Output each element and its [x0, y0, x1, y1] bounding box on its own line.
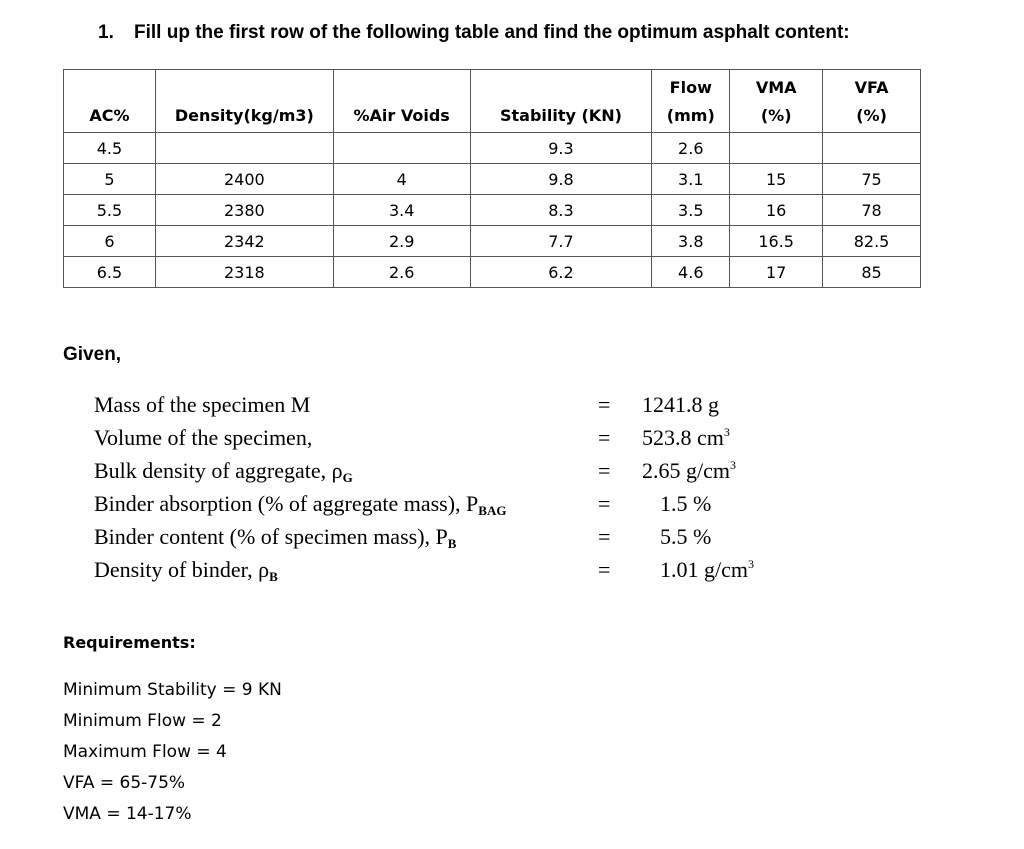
marshall-test-table: [63, 69, 921, 288]
given-value: [642, 425, 730, 451]
given-label: [94, 392, 310, 418]
table-cell: [730, 133, 823, 164]
given-list: [94, 392, 814, 590]
given-row: [94, 524, 814, 557]
table-cell: 2.6: [652, 133, 730, 164]
table-cell: 16: [730, 195, 823, 226]
given-value-text: 2.65 g/cm: [642, 458, 730, 483]
table-row: [64, 133, 921, 164]
given-label-text: Volume of the specimen,: [94, 425, 313, 450]
column-header-line: VMA: [755, 78, 797, 97]
table-cell: 4.5: [64, 133, 156, 164]
given-label: [94, 458, 353, 486]
table-cell: 9.8: [470, 164, 652, 195]
requirement-item: Maximum Flow = 4: [63, 742, 227, 762]
given-row: [94, 557, 814, 590]
table-cell: 2.6: [333, 257, 470, 288]
given-row: [94, 458, 814, 491]
table-cell: 3.4: [333, 195, 470, 226]
given-equals: =: [598, 392, 611, 417]
given-value-superscript: 3: [723, 425, 730, 439]
table-cell: 82.5: [823, 226, 921, 257]
column-header-line: (%): [760, 106, 792, 125]
table-cell: [823, 133, 921, 164]
given-equals: =: [598, 524, 611, 549]
given-label-text: Density of binder, ρ: [94, 557, 270, 582]
table-cell: 78: [823, 195, 921, 226]
given-equals: =: [598, 458, 611, 483]
given-value: [660, 491, 711, 517]
requirement-item: VFA = 65-75%: [63, 773, 186, 793]
given-row: [94, 425, 814, 458]
given-row: [94, 392, 814, 425]
given-value-superscript: 3: [748, 557, 754, 571]
table-cell: 17: [730, 257, 823, 288]
given-label: [94, 557, 278, 585]
table-cell: 8.3: [470, 195, 652, 226]
given-label: [94, 425, 312, 451]
given-label-subscript: B: [447, 536, 457, 551]
given-value-superscript: 3: [730, 458, 736, 472]
column-header-line: Stability (KN): [499, 106, 622, 125]
given-label-text: Binder absorption (% of aggregate mass), P: [94, 491, 479, 516]
given-equals: =: [598, 491, 611, 516]
column-header-line: (%): [856, 106, 887, 125]
table-cell: 16.5: [730, 226, 823, 257]
table-cell: 5: [64, 164, 156, 195]
given-equals: =: [598, 557, 611, 582]
requirement-item: Minimum Stability = 9 KN: [63, 680, 282, 700]
given-value: [660, 524, 711, 550]
table-cell: 2.9: [333, 226, 470, 257]
given-label-subscript: G: [342, 470, 353, 485]
given-equals: =: [598, 425, 611, 450]
given-title: Given,: [63, 344, 122, 365]
given-label: [94, 524, 456, 552]
question-heading: [98, 22, 850, 44]
given-value-text: 523.8 cm: [642, 425, 724, 450]
requirement-item: Minimum Flow = 2: [63, 711, 222, 731]
table-cell: 85: [823, 257, 921, 288]
column-header-line: Density(kg/m3): [174, 106, 314, 125]
table-cell: 3.8: [652, 226, 730, 257]
column-header-line: Flow: [669, 78, 712, 97]
given-label-text: Binder content (% of specimen mass), P: [94, 524, 448, 549]
requirements-list: [63, 678, 282, 833]
column-header: [155, 70, 333, 133]
table-cell: 6.5: [64, 257, 156, 288]
table-row: [64, 164, 921, 195]
question-text: Fill up the first row of the following table and find the optimum asphalt content:: [134, 22, 850, 43]
column-header: [64, 70, 156, 133]
column-header-line: VFA: [854, 78, 889, 97]
given-row: [94, 491, 814, 524]
table-cell: 2380: [155, 195, 333, 226]
column-header-line: %Air Voids: [353, 106, 450, 125]
column-header: [730, 70, 823, 133]
table-cell: 15: [730, 164, 823, 195]
table-cell: 3.1: [652, 164, 730, 195]
table-cell: 9.3: [470, 133, 652, 164]
column-header: [470, 70, 652, 133]
given-value-text: 1.5 %: [660, 491, 712, 516]
column-header: [333, 70, 470, 133]
table-cell: 75: [823, 164, 921, 195]
given-label-text: Mass of the specimen M: [94, 392, 311, 417]
given-label-subscript: BAG: [478, 503, 507, 518]
given-value-text: 5.5 %: [660, 524, 712, 549]
given-value: [642, 458, 736, 484]
column-header-line: (mm): [666, 106, 715, 125]
requirement-item: VMA = 14-17%: [63, 804, 192, 824]
table-row: [64, 195, 921, 226]
table-cell: 2342: [155, 226, 333, 257]
given-label-subscript: B: [269, 569, 278, 584]
given-value: [660, 557, 754, 583]
table-row: [64, 257, 921, 288]
table-cell: 7.7: [470, 226, 652, 257]
table-body: [64, 133, 921, 288]
table-row: [64, 226, 921, 257]
given-label-text: Bulk density of aggregate, ρ: [94, 458, 343, 483]
question-number: 1.: [98, 22, 114, 43]
requirements-title: Requirements:: [63, 633, 196, 652]
given-label: [94, 491, 506, 519]
table-cell: 4.6: [652, 257, 730, 288]
table-cell: [333, 133, 470, 164]
table-cell: 4: [333, 164, 470, 195]
table-cell: 6.2: [470, 257, 652, 288]
table-cell: 2318: [155, 257, 333, 288]
column-header: [823, 70, 921, 133]
table-cell: 3.5: [652, 195, 730, 226]
given-value: [642, 392, 719, 418]
given-value-text: 1241.8 g: [642, 392, 719, 417]
table-cell: [155, 133, 333, 164]
column-header-line: AC%: [89, 106, 130, 125]
table-cell: 5.5: [64, 195, 156, 226]
table-cell: 6: [64, 226, 156, 257]
given-value-text: 1.01 g/cm: [660, 557, 748, 582]
table-cell: 2400: [155, 164, 333, 195]
column-header: [652, 70, 730, 133]
table-header-row: [64, 70, 921, 133]
